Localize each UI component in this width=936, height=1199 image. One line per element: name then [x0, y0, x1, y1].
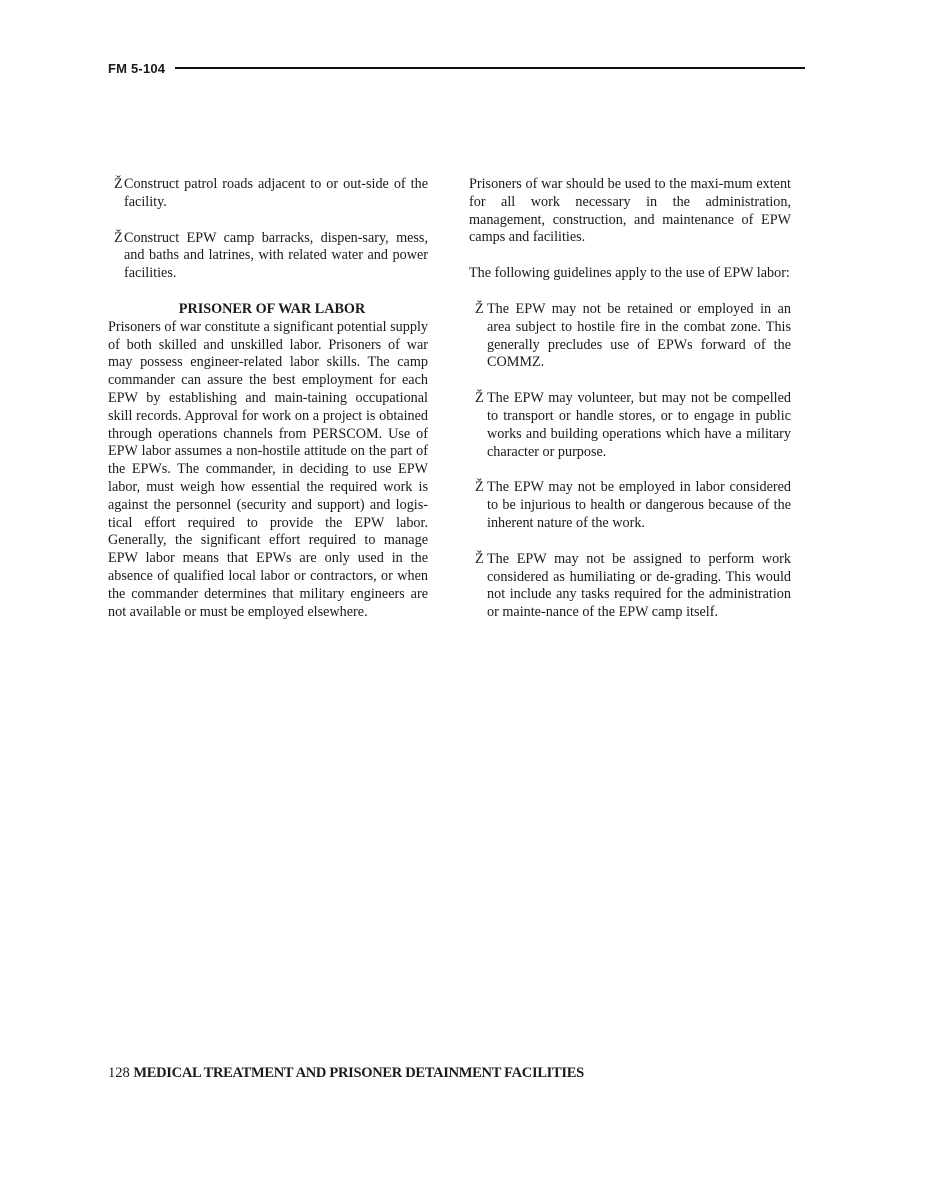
list-item [108, 230, 428, 283]
bullet-mark: Ž [475, 550, 484, 567]
list-item [108, 176, 428, 212]
bullet-text: The EPW may not be employed in labor considered to be injurious to health or dangerous because of the inherent nature of the work. [487, 479, 791, 531]
bullet-text: The EPW may not be assigned to perform work considered as humiliating or de-grading. This would not include any tasks required for the administration or mainte-nance of the EPW camp itself. [487, 550, 791, 621]
chapter-title: MEDICAL TREATMENT AND PRISONER DETAINMENT FACILITIES [133, 1065, 584, 1081]
body-paragraph: Prisoners of war constitute a significant potential supply of both skilled and unskilled labor. Prisoners of war may possess engineer-related labor skills. The camp commander can assure the best employment for each EPW by establishing and main-taining occupational skill records. Approval for work on a project is obtained through operations channels from PERSCOM. Use of EPW labor assumes a non-hostile attitude on the part of the EPWs. The commander, in deciding to use EPW labor, must weigh how essential the required work is against the personnel (security and support) and logis-tical effort required to provide the EPW labor. Generally, the significant effort required to manage EPW labor means that EPWs are only used in the absence of qualified local labor or contractors, or when the commander determines that military engineers are not available or must be employed elsewhere. [108, 318, 428, 620]
bullet-text: Construct patrol roads adjacent to or out-side of the facility. [124, 176, 428, 210]
list-item [469, 551, 791, 622]
right-column [469, 176, 791, 622]
body-paragraph: Prisoners of war should be used to the maxi-mum extent for all work necessary in the administration, management, construction, and maintenance of EPW camps and facilities. [469, 176, 791, 246]
list-item [469, 390, 791, 461]
bullet-text: The EPW may not be retained or employed in an area subject to hostile fire in the combat zone. This generally precludes use of EPWs forward of the COMMZ. [487, 300, 791, 371]
bullet-mark: Ž [475, 300, 484, 317]
bullet-mark: Ž [114, 229, 123, 246]
bullet-mark: Ž [475, 479, 484, 496]
bullet-text: Construct EPW camp barracks, dispen-sary, mess, and baths and latrines, with related water and power facilities. [124, 229, 428, 282]
list-item [469, 301, 791, 372]
bullet-mark: Ž [475, 390, 484, 407]
list-item [469, 479, 791, 532]
running-header [108, 58, 805, 78]
header-rule [175, 67, 805, 69]
left-column [108, 176, 428, 621]
manual-code: FM 5-104 [108, 60, 166, 76]
body-paragraph: The following guidelines apply to the use of EPW labor: [469, 265, 790, 282]
section-heading: PRISONER OF WAR LABOR [178, 300, 366, 317]
bullet-mark: Ž [114, 176, 123, 192]
bullet-text: The EPW may volunteer, but may not be compelled to transport or handle stores, or to engage in public works and building operations which have a military character or purpose. [487, 390, 791, 460]
page-number: 128 [108, 1065, 130, 1081]
running-footer [108, 1065, 584, 1082]
